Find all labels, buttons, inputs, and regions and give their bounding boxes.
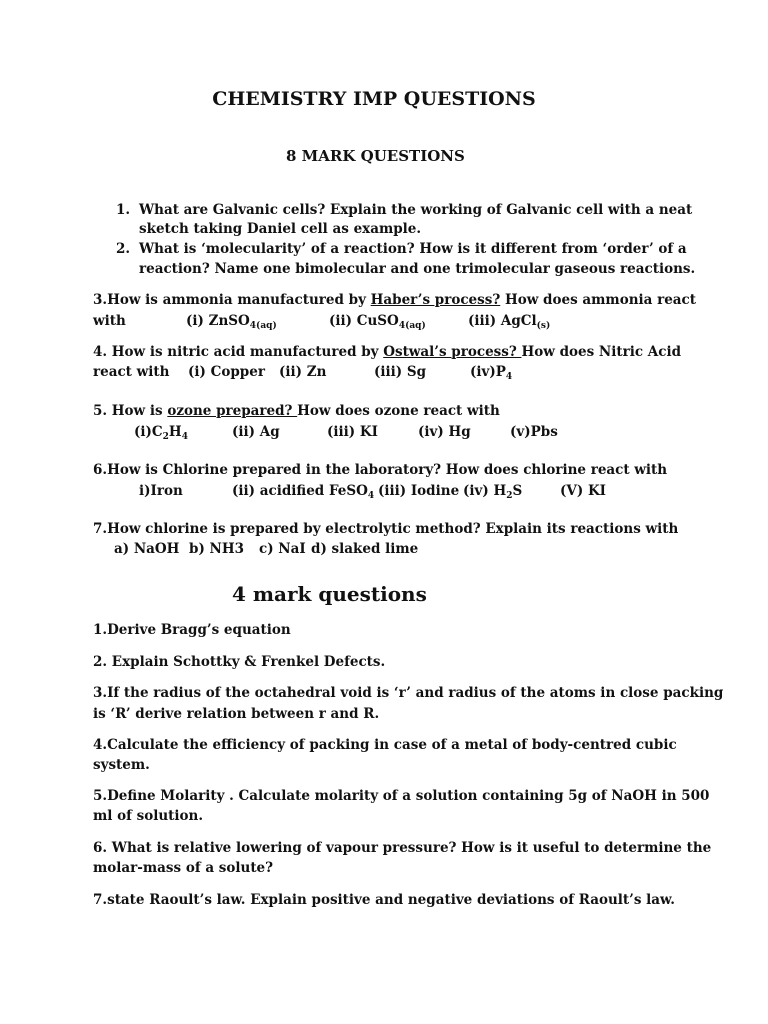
q8-3-with: with [93, 313, 126, 329]
q8-6-line1: 6.How is Chlorine prepared in the laboratory? How does chlorine react with [93, 462, 668, 478]
q8-1-line2: sketch taking Daniel cell as example. [139, 221, 422, 237]
q8-6-option-4: (iv) $H_2S$ [463, 483, 523, 501]
q8-7-option-2: b) NH3 [189, 541, 245, 557]
q8-5-option-4: (iv) Hg [418, 424, 471, 440]
q8-4-option-2: (ii) Zn [279, 364, 327, 380]
q8-6-option-3: (iii) Iodine [378, 483, 460, 499]
q8-5-option-5: (v)Pbs [510, 424, 558, 440]
q8-4-option-4: $(iv)P_4$ [470, 364, 513, 382]
section-heading-8-mark: 8 MARK QUESTIONS [286, 147, 465, 165]
q4-2: 2. Explain Schottky & Frenkel Defects. [93, 654, 386, 670]
q4-3-line2: is ‘R’ derive relation between r and R. [93, 706, 380, 722]
q4-6-line2: molar-mass of a solute? [93, 860, 274, 876]
q8-5-option-1: $(i)C_2H_4$ [134, 424, 188, 442]
q4-5-line1: 5.Define Molarity . Calculate molarity of a solution containing 5g of NaOH in 500 [93, 788, 710, 804]
q4-4-line1: 4.Calculate the efficiency of packing in case of a metal of body-centred cubic [93, 737, 677, 753]
q8-5-line1: 5. How is ozone prepared? How does ozone react with [93, 403, 500, 419]
q4-4-line2: system. [93, 757, 150, 773]
list-number-1: 1. [116, 202, 131, 218]
q4-3-line1: 3.If the radius of the octahedral void is ‘r’ and radius of the atoms in close packing [93, 685, 724, 701]
q8-7-option-1: a) NaOH [114, 541, 180, 557]
ozone-prepared-underlined: ozone prepared? [167, 403, 298, 419]
q4-5-line2: ml of solution. [93, 808, 204, 824]
q8-5-option-2: (ii) Ag [232, 424, 280, 440]
q8-3-option-2: (ii) CuSO$_{4(aq)}$ [329, 313, 426, 331]
ostwal-process-underlined: Ostwal’s process? [383, 344, 522, 360]
q8-7-option-4: d) slaked lime [311, 541, 419, 557]
q4-6-line1: 6. What is relative lowering of vapour pressure? How is it useful to determine the [93, 840, 712, 856]
q8-2-line2: reaction? Name one bimolecular and one trimolecular gaseous reactions. [139, 261, 696, 277]
haber-process-underlined: Haber’s process? [370, 292, 501, 308]
q8-6-option-5: (V) KI [560, 483, 606, 499]
q8-3-line1: 3.How is ammonia manufactured by Haber’s process? How does ammonia react [93, 292, 696, 308]
q8-4-line1: 4. How is nitric acid manufactured by Ostwal’s process? How does Nitric Acid [93, 344, 682, 360]
q4-7: 7.state Raoult’s law. Explain positive and negative deviations of Raoult’s law. [93, 892, 676, 908]
q8-4-option-3: (iii) Sg [374, 364, 427, 380]
q8-7-option-3: c) NaI [259, 541, 306, 557]
q8-2-line1: What is ‘molecularity’ of a reaction? How is it different from ‘order’ of a [139, 241, 687, 257]
q8-4-option-1: (i) Copper [188, 364, 265, 380]
section-heading-4-mark: 4 mark questions [232, 582, 427, 606]
q8-4-with: react with [93, 364, 170, 380]
q4-1: 1.Derive Bragg’s equation [93, 622, 291, 638]
q8-3-option-3: (iii) AgCl$_{(s)}$ [468, 313, 551, 331]
list-number-2: 2. [116, 241, 131, 257]
q8-7-line1: 7.How chlorine is prepared by electrolytic method? Explain its reactions with [93, 521, 679, 537]
q8-6-option-2: (ii) acidified FeSO$_4$ [232, 483, 375, 501]
q8-5-option-3: (iii) KI [327, 424, 378, 440]
q8-6-option-1: i)Iron [139, 483, 183, 499]
q8-3-option-1: (i) ZnSO$_{4(aq)}$ [186, 313, 277, 331]
q8-1-line1: What are Galvanic cells? Explain the working of Galvanic cell with a neat [139, 202, 693, 218]
page-title: CHEMISTRY IMP QUESTIONS [212, 88, 536, 110]
